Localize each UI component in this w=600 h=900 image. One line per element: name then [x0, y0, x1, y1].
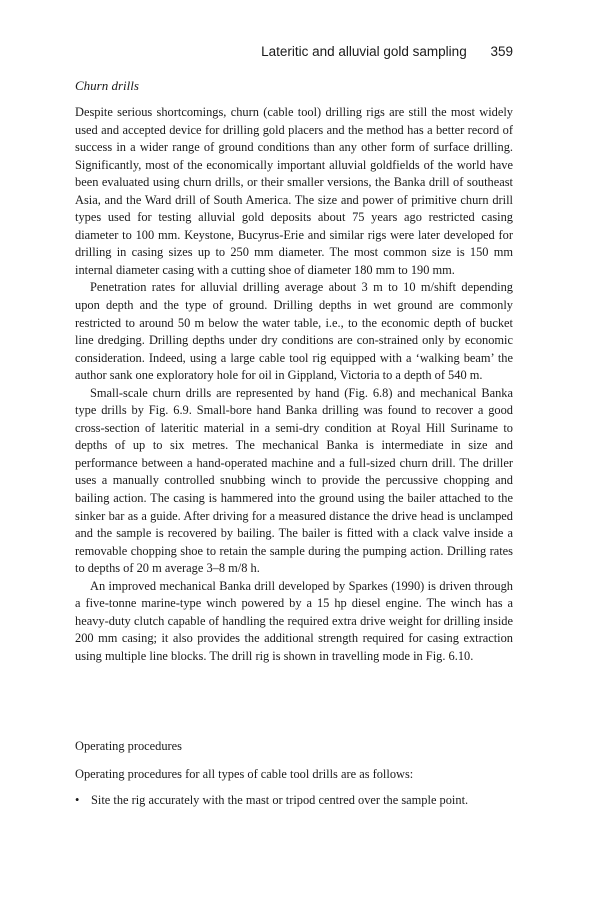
running-header: [75, 43, 513, 61]
section-heading-churn-drills: Churn drills: [75, 78, 139, 93]
paragraph-4: An improved mechanical Banka drill developed by Sparkes (1990) is driven through a five-tonne marine-type winch powered by a 15 hp diesel engine. The winch has a heavy-duty clutch capable of handling the required extra drive weight for drilling inside 200 mm casing; it also provides the additional strength required for casing extraction using multiple line blocks. The drill rig is shown in travelling mode in Fig. 6.10.: [75, 578, 513, 663]
paragraph-1: Despite serious shortcomings, churn (cable tool) drilling rigs are still the most widely used and accepted device for drilling gold placers and the method has a better record of success in a wider range of ground conditions than any other form of surface drilling. Significantly, most of the economically important alluvial goldfields of the world have been evaluated using churn drills, or their smaller versions, the Banka drill of southeast Asia, and the Ward drill of South America. The size and power of primitive churn drill types used for testing alluvial gold deposits about 75 years ago restricted casing diameter to 100 mm. Keystone, Bucyrus-Erie and similar rigs were later developed for drilling in casing sizes up to 250 mm diameter. The most common size is 150 mm internal diameter casing with a cutting shoe of diameter 180 mm to 190 mm.: [75, 105, 513, 277]
bullet-icon: •: [75, 793, 80, 807]
subsection-heading-operating-procedures: Operating procedures: [75, 739, 182, 753]
list-item-text: Site the rig accurately with the mast or tripod centred over the sample point.: [91, 793, 469, 807]
page-number: 359: [490, 44, 513, 59]
procedure-list: [75, 791, 513, 809]
list-item: [75, 791, 513, 809]
subsection-intro: Operating procedures for all types of cable tool drills are as follows:: [75, 767, 414, 781]
paragraph-2: Penetration rates for alluvial drilling average about 3 m to 10 m/shift depending upon depth and the type of ground. Drilling depths in wet ground are commonly restricted to around 50 m below the water table, i.e., to the economic depth of bucket line dredging. Drilling depths under dry conditions are con-strained only by economic consideration. Indeed, using a large cable tool rig equipped with a ‘walking beam’ the author sank one exploratory hole for oil in Gippland, Victoria to a depth of 540 m.: [75, 280, 513, 383]
running-header-title: Lateritic and alluvial gold sampling: [261, 44, 467, 59]
section-body: [75, 104, 513, 666]
paragraph-3: Small-scale churn drills are represented by hand (Fig. 6.8) and mechanical Banka type drills by Fig. 6.9. Small-bore hand Banka drilling was found to recover a good cross-section of lateritic material in a semi-dry condition at Royal Hill Suriname to depths of up to six metres. The mechanical Banka is intermediate in size and performance between a hand-operated machine and a full-sized churn drill. The driller uses a manually controlled snubbing winch to provide the percussive chopping and bailing action. The casing is hammered into the ground using the bailer attached to the sinker bar as a guide. After driving for a measured distance the drive head is unclamped and the sample is recovered by bailing. The bailer is fitted with a clack valve inside a removable chopping shoe to retain the sample during the pumping action. Drilling rates to depths of 20 m average 3–8 m/8 h.: [75, 385, 513, 576]
